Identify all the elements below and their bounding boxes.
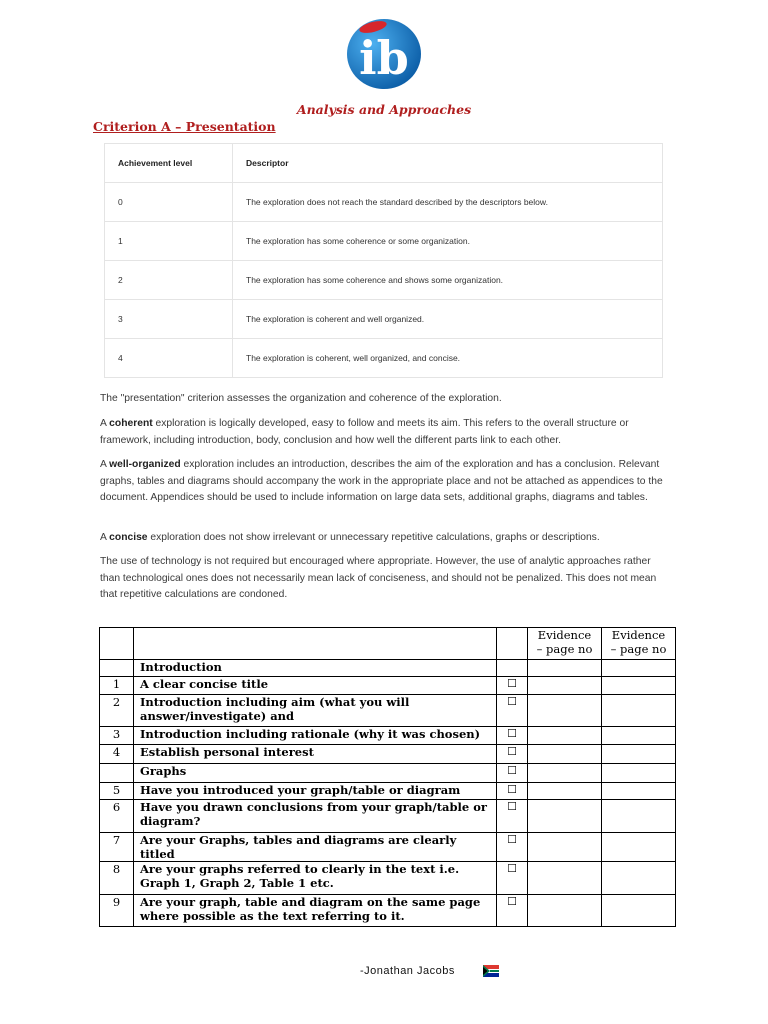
item-number: 2 [100, 695, 134, 727]
item-number: 4 [100, 745, 134, 764]
evidence-page-cell[interactable] [528, 862, 602, 895]
evidence-page-cell[interactable] [602, 677, 676, 695]
table-header-row [105, 144, 663, 183]
level-cell: 0 [105, 183, 233, 222]
table-row [100, 895, 676, 927]
evidence-page-cell[interactable] [602, 862, 676, 895]
evidence-page-cell[interactable] [528, 745, 602, 764]
checkbox[interactable]: ☐ [497, 745, 528, 764]
table-row [100, 745, 676, 764]
section-row [100, 764, 676, 783]
paragraph-coherent: A coherent exploration is logically developed, easy to follow and meets its aim. This refers to the overall structure or framework, including introduction, body, conclusion and how well the different parts link to each other. [100, 418, 629, 446]
evidence-page-cell[interactable] [528, 783, 602, 800]
item-number: 3 [100, 727, 134, 745]
term-coherent: coherent [109, 418, 153, 429]
checkbox[interactable]: ☐ [497, 862, 528, 895]
checkbox[interactable]: ☐ [497, 800, 528, 833]
item-number: 7 [100, 833, 134, 862]
column-header-descriptor: Descriptor [233, 144, 663, 183]
table-row [100, 695, 676, 727]
descriptor-cell: The exploration has some coherence and shows some organization. [233, 261, 663, 300]
table-row [105, 339, 663, 378]
presentation-checklist-table [99, 627, 676, 927]
south-africa-flag-icon [483, 965, 499, 977]
section-graphs: Graphs [134, 764, 497, 783]
descriptor-cell: The exploration is coherent and well organized. [233, 300, 663, 339]
checkbox[interactable]: ☐ [497, 695, 528, 727]
item-text: A clear concise title [134, 677, 497, 695]
checkbox[interactable]: ☐ [497, 764, 528, 783]
section-introduction: Introduction [134, 660, 497, 677]
evidence-page-cell[interactable] [528, 833, 602, 862]
evidence-page-cell[interactable] [602, 695, 676, 727]
evidence-page-cell[interactable] [602, 895, 676, 927]
subject-title: Analysis and Approaches [296, 102, 472, 117]
evidence-page-cell[interactable] [602, 727, 676, 745]
ib-logo [345, 16, 423, 90]
checkbox[interactable]: ☐ [497, 677, 528, 695]
table-row [100, 727, 676, 745]
item-text: Have you drawn conclusions from your graph/table or diagram? [134, 800, 497, 833]
table-row [105, 183, 663, 222]
checklist-header-row [100, 628, 676, 660]
paragraph-concise: A concise exploration does not show irrelevant or unnecessary repetitive calculations, graphs or descriptions. [100, 532, 600, 543]
evidence-header: Evidence – page no [528, 628, 602, 660]
item-text: Are your Graphs, tables and diagrams are clearly titled [134, 833, 497, 862]
descriptor-cell: The exploration is coherent, well organized, and concise. [233, 339, 663, 378]
evidence-page-cell[interactable] [602, 745, 676, 764]
table-row [100, 800, 676, 833]
item-text: Establish personal interest [134, 745, 497, 764]
table-row [100, 783, 676, 800]
checkbox[interactable]: ☐ [497, 783, 528, 800]
item-text: Are your graphs referred to clearly in the text i.e. Graph 1, Graph 2, Table 1 etc. [134, 862, 497, 895]
term-concise: concise [109, 532, 148, 543]
level-cell: 4 [105, 339, 233, 378]
criterion-heading: Criterion A – Presentation [93, 119, 276, 134]
paragraph-presentation: The "presentation" criterion assesses the organization and coherence of the exploration. [100, 393, 502, 404]
descriptor-cell: The exploration has some coherence or some organization. [233, 222, 663, 261]
item-text: Introduction including rationale (why it was chosen) [134, 727, 497, 745]
evidence-page-cell[interactable] [602, 833, 676, 862]
checkbox[interactable]: ☐ [497, 727, 528, 745]
checkbox[interactable]: ☐ [497, 895, 528, 927]
paragraph-well-organized: A well-organized exploration includes an introduction, describes the aim of the exploration and has a conclusion. Relevant graphs, tables and diagrams should accompany the work in the appropriate place and not be attached as appendices to the document. Appendices should be used to include information on large data sets, additional graphs, diagrams and tables. [100, 459, 663, 503]
evidence-page-cell[interactable] [528, 677, 602, 695]
item-number: 9 [100, 895, 134, 927]
paragraph-technology: The use of technology is not required but encouraged where appropriate. However, the use of analytic approaches rather than technological ones does not necessarily mean lack of conciseness, and should not be penalized. This does not mean that repetitive calculations are condoned. [100, 556, 657, 600]
item-text: Are your graph, table and diagram on the same page where possible as the text referring to it. [134, 895, 497, 927]
evidence-page-cell[interactable] [602, 783, 676, 800]
level-cell: 3 [105, 300, 233, 339]
term-well-organized: well-organized [109, 459, 181, 470]
checkbox[interactable]: ☐ [497, 833, 528, 862]
item-number: 5 [100, 783, 134, 800]
evidence-page-cell[interactable] [528, 695, 602, 727]
column-header-level: Achievement level [105, 144, 233, 183]
evidence-page-cell[interactable] [528, 727, 602, 745]
item-number: 1 [100, 677, 134, 695]
table-row [100, 862, 676, 895]
table-row [105, 222, 663, 261]
section-row [100, 660, 676, 677]
evidence-page-cell[interactable] [528, 895, 602, 927]
item-number: 8 [100, 862, 134, 895]
descriptor-cell: The exploration does not reach the standard described by the descriptors below. [233, 183, 663, 222]
table-row [105, 261, 663, 300]
evidence-page-cell[interactable] [602, 800, 676, 833]
table-row [105, 300, 663, 339]
item-text: Introduction including aim (what you will answer/investigate) and [134, 695, 497, 727]
table-row [100, 833, 676, 862]
item-number: 6 [100, 800, 134, 833]
table-row [100, 677, 676, 695]
item-text: Have you introduced your graph/table or diagram [134, 783, 497, 800]
logo-text: ib [359, 31, 409, 85]
level-cell: 2 [105, 261, 233, 300]
evidence-header: Evidence – page no [602, 628, 676, 660]
evidence-page-cell[interactable] [528, 800, 602, 833]
level-cell: 1 [105, 222, 233, 261]
achievement-levels-table [104, 143, 663, 378]
footer-author: -Jonathan Jacobs [360, 965, 455, 977]
